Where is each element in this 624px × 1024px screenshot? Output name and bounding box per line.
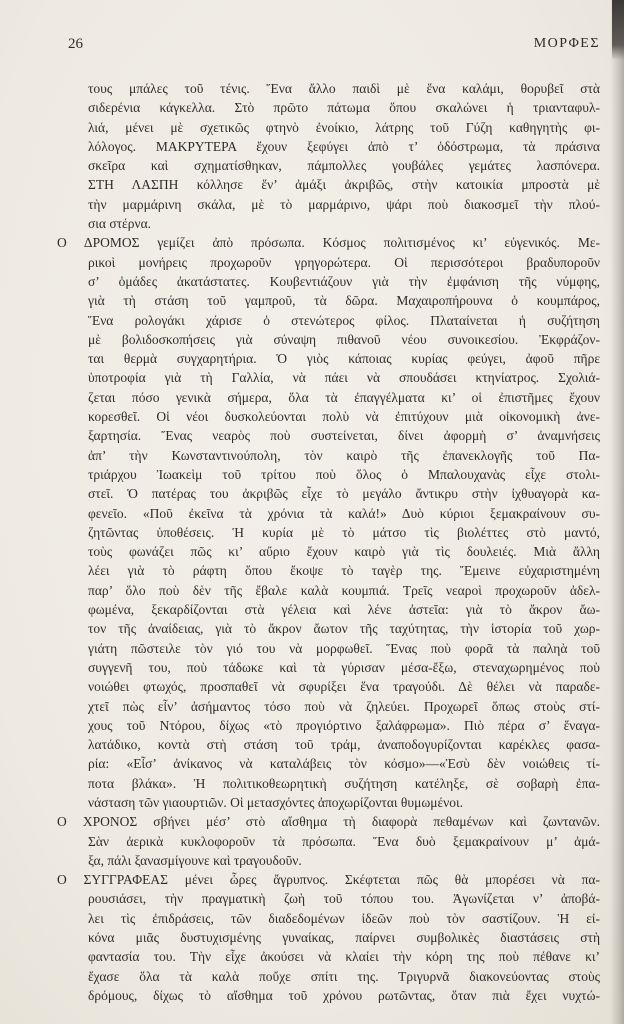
text-line: χους τοῦ Ντόρου, δίχως «τὸ προγιόρτινο ξαλάφρωμα». Πιὸ πέρα σ’ ἕναγα- [88, 717, 600, 733]
text-line: ται θερμὰ συγχαρητήρια. Ὁ γιὸς κάποιας κυρίας φεύγει, ἀφοῦ πῆρε [88, 351, 600, 367]
text-line: λατάδικο, κοντὰ στὴ στάση τοῦ τράμ, ἀναποδογυρίζονται καρέκλες φασα- [88, 737, 600, 753]
paragraph-opening-line: Ο ΧΡΟΝΟΣ σβήνει μέσ’ στὸ αἴσθημα τὴ διαφορὰ πεθαμένων καὶ ζωντανῶν. [57, 814, 600, 830]
text-line: ξα, πάλι ξανασμίγουνε καὶ τραγουδοῦν. [88, 852, 302, 868]
text-line: λει τὶς ἐπιδράσεις, τῶν διαδεδομένων ἰδεῶν ποὺ τὸν σαστίζουν. Ἡ εἰ- [88, 910, 600, 926]
page-number: 26 [68, 36, 83, 52]
text-line: φαντασία του. Τὴν εἶχε ἀκούσει νὰ κλαίει τὴν κόρη της ποὺ πέθανε κι’ [88, 949, 600, 965]
text-line: μὲ βολιδοσκοπήσεις γιὰ σύναψη πιθανοῦ νέου συνοικεσίου. Ἐκφράζον- [88, 331, 600, 347]
text-line: ἔχασε ὅλα τὰ καλὰ ποὔχε σπίτι της. Τριγυρνᾶ διακονεύοντας στοὺς [88, 968, 600, 984]
text-line: τὴν μαρμάρινη σκάλα, μὲ τὸ μαρμάρινο, ψάρι ποὺ διακοσμεῖ τὴν πλού- [88, 196, 600, 212]
text-line: λιά, μένει μὲ σχετικῶς φτηνὸ ἐνοίκιο, λάτρης τοῦ Γύζη καθηγητὴς φι- [88, 119, 600, 135]
text-line: στεῖ. Ὁ πατέρας του ἀκριβῶς εἶχε τὸ μεγάλο ἄντικρυ στὴν ἰχθυαγορὰ κα- [88, 486, 600, 502]
paragraph-o-syngrafeas [0, 870, 624, 1005]
text-line: συγγενῆ του, ποὺ τάδωκε καὶ τὰ γύρισαν μέσα-ἔξω, στεναχωρημένος ποὺ [88, 659, 600, 675]
paragraph-o-chronos [0, 812, 624, 870]
text-line: ζεται πόσο γενικὰ σήμερα, ὅλα τὰ ἐπαγγέλματα κι’ οἱ ἐπιστῆμες ἔχουν [88, 389, 600, 405]
text-line: τον τῆς ἀναίδειας, γιὰ τὸ ἄκρον ἄωτον τῆς ταχύτητας, τὴν ἱστορία τοῦ χωρ- [88, 621, 600, 637]
paragraph-continued [0, 79, 624, 233]
text-line: ρικοὶ μονήρεις προχωροῦν γρηγορώτερα. Οἱ περισσότεροι βραδυποροῦν [88, 254, 600, 270]
text-line: ὑποτροφία γιὰ τὴ Γαλλία, νὰ πάει νὰ σπουδάσει κτηνίατρος. Σχολιά- [88, 370, 600, 386]
text-line: ΣΤΗ ΛΑΣΠΗ κόλλησε ἕν’ ἀμάξι ἀκριβῶς, στὴν κατοικία μπροστὰ μὲ [88, 177, 600, 193]
paragraph-o-dromos [0, 233, 624, 812]
text-line: ρία: «Εἶσ’ ἀνίκανος νὰ καταλάβεις τὸν κόσμο»—«Ἐσὺ δὲν νοιώθεις τί- [88, 756, 600, 772]
page-corner-shadow [612, 0, 624, 60]
text-line: δρόμους, δίχως τὸ αἴσθημα τοῦ χρόνου ρωτῶντας, ὅταν πιὰ ἔχει νυχτώ- [88, 987, 600, 1003]
text-line: τους μπάλες τοῦ τένις. Ἕνα ἄλλο παιδὶ μὲ ἕνα καλάμι, θορυβεῖ στὰ [88, 81, 600, 96]
text-line: γιάτη πῶστειλε τὸν γιό του νὰ μορφωθεῖ. Ἕνας ποὺ φορᾶ τὰ παληὰ τοῦ [88, 640, 600, 656]
text-line: λέει γιὰ τὸ ράφτη ὅπου ἔκοψε τὸ ταγὲρ της. Ἔμεινε εὐχαριστημένη [88, 563, 600, 579]
text-line: νοιώθει φτωχός, προσπαθεῖ νὰ σφυρίξει ἕνα τραγούδι. Δὲ θέλει νὰ παραδε- [88, 679, 600, 695]
text-line: κόνα μιᾶς δυστυχισμένης γυναίκας, παίρνει συμβολικὲς διαστάσεις στὴ [88, 930, 600, 946]
text-line: φωμένα, ξεκαρδίζονται στὰ γέλεια καὶ λένε ἀστεῖα: γιὰ τὸ ἄκρον ἄω- [88, 602, 600, 618]
text-line: τοὺς φωνάζει πῶς κι’ αὔριο ἔχουν καιρὸ γιὰ τὶς δουλειές. Μιὰ ἄλλη [88, 544, 600, 560]
text-line: ἀπ’ τὴν Κωνσταντινούπολη, τὸν καιρὸ τῆς ἐπανεκλογῆς τοῦ Πα- [88, 447, 600, 463]
text-line: ζητῶντας ὑποθέσεις. Ἡ κυρία μὲ τὸ μάτσο τὶς βιολέττες στὸ μαντό, [88, 524, 600, 540]
text-line: κορεσθεῖ. Οἱ νέοι δυσκολεύονται πολὺ νὰ ἐπιτύχουν μιὰ οἰκονομικὴ ἀνε- [88, 409, 600, 425]
text-line: σιδερένια κάγκελλα. Στὸ πρῶτο πάτωμα ὅπου σκαλώνει ἡ τριανταφυλ- [88, 100, 600, 116]
text-line: Ἕνα ρολογάκι χάρισε ὁ στενώτερος φίλος. Πλαταίνεται ἡ συζήτηση [88, 312, 600, 328]
text-body [0, 79, 624, 1005]
paragraph-opening-line: Ο ΣΥΓΓΡΑΦΕΑΣ μένει ὧρες ἄγρυπνος. Σκέφτεται πῶς θὰ μπορέσει νὰ πα- [57, 872, 600, 888]
text-line: ρουσιάσει, τὴν πραγματικὴ ζωὴ τοῦ τόπου του. Ἀγωνίζεται ν’ ἀποβά- [88, 891, 600, 907]
text-line: λόλογος. ΜΑΚΡΥΤΕΡΑ ἔχουν ξεφύγει ἀπὸ τ’ ὁδόστρωμα, τὰ πράσινα [88, 138, 600, 154]
text-line: παρ’ ὅλο ποὺ δὲν τῆς ἔβαλε καλὰ κουμπιά. Τρεῖς νεαροὶ προχωροῦν ἀδελ- [88, 582, 600, 598]
text-line: σ’ ὁμάδες ἀκατάστατες. Κουβεντιάζουν γιὰ τὴν ἐμφάνιση τῆς νύμφης, [88, 273, 600, 289]
text-line: σκεῖρα καὶ σχηματίσθηκαν, πάμπολλες γουβάλες γεμάτες λασπόνερα. [88, 158, 600, 174]
text-line: χτεῖ πὼς εἶν’ ἀσήμαντος τόσο ποὺ νὰ ζηλεύει. Προχωρεῖ ὅπως στοὺς στί- [88, 698, 600, 714]
text-line: σια στέρνα. [88, 216, 152, 232]
text-line: γιὰ τὴ στάση τοῦ γαμπροῦ, τὰ δῶρα. Μαχαιροπήρουνα ὁ κουμπάρος, [88, 293, 600, 309]
paragraph-opening-line: Ο ΔΡΟΜΟΣ γεμίζει ἀπὸ πρόσωπα. Κόσμος πολιτισμένος κι’ εὐγενικός. Με- [57, 235, 600, 251]
running-title: ΜΟΡΦΕΣ [533, 36, 600, 51]
text-line: Σὰν ἀερικὰ κυκλοφοροῦν τὰ πρόσωπα. Ἕνα δυὸ ξεμακραίνουν μ’ ἁμά- [88, 833, 600, 849]
text-line: ποτα βλάκα». Ἡ πολιτικοθεωρητικὴ συζήτηση κατέληξε, σὲ σοβαρὴ ἐπα- [88, 775, 600, 791]
text-line: ξαρτησία. Ἕνας νεαρὸς ποὺ συστείνεται, δίνει ἀφορμὴ σ’ ἀναμνήσεις [88, 428, 600, 444]
text-line: νάσταση τῶν γιαουρτιῶν. Οἱ μετασχόντες ἀποχωρίζονται θυμωμένοι. [88, 794, 463, 810]
text-line: φενεῖο. «Ποῦ ἐκεῖνα τὰ χρόνια τὰ καλά!» Δυὸ κύριοι ξεμακραίνουν συ- [88, 505, 600, 521]
text-line: τριάρχου Ἰωακεὶμ τοῦ τρίτου ποὺ ὅλος ὁ Μπαλουχανὰς εἶχε στολι- [88, 466, 600, 482]
